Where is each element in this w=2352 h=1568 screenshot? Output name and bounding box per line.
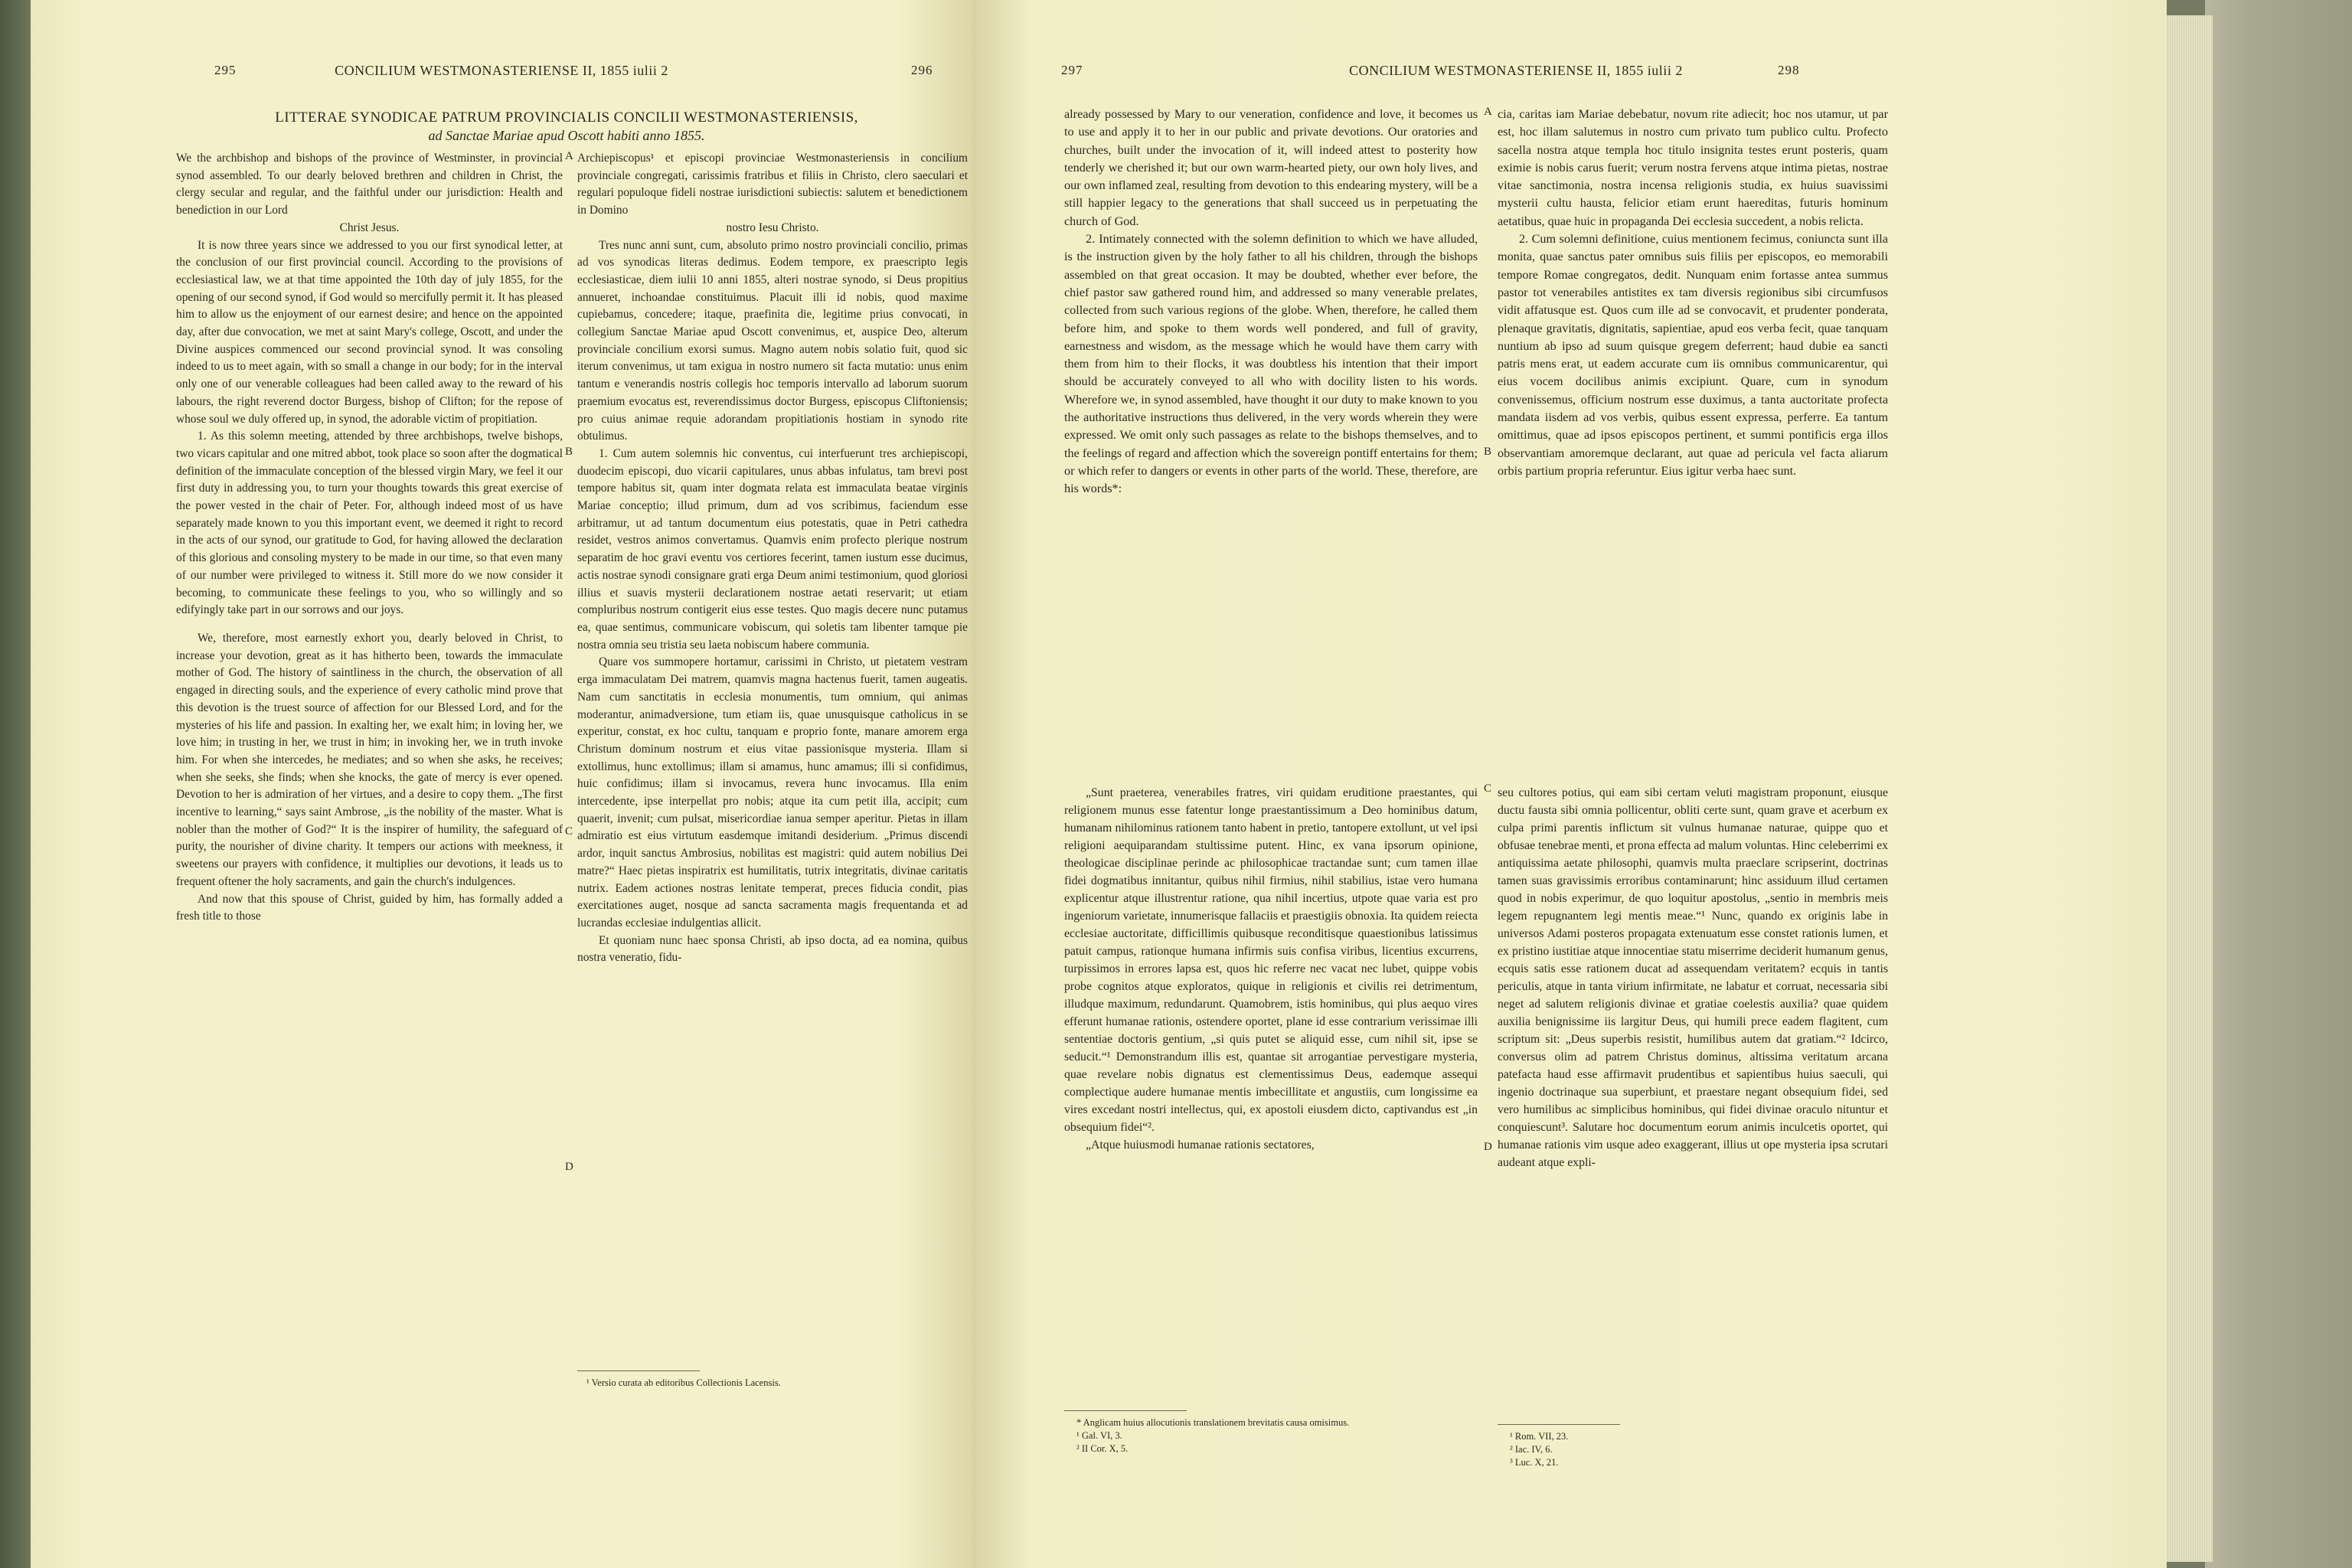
latin-paragraph: cia, caritas iam Mariae debebatur, novum rite adiecit; hoc nos utamur, ut par est, hoc illam salutemus in nostro cum privato tum publico cultu. Profecto sacella nostra atque templa hoc titulo insignita testes erunt posteris, quam eximie is nobis carus fuerit; verum nostra fervens atque intima pietas, nostrae vitae sanctimonia, nostra incensa religionis studia, ex huius suavissimi mysterii cultu hausta, felicior etiam erunt haereditas, futuris hominum aetatibus, quae huic in propaganda Dei ecclesia succedent, a nobis relicta.: [1498, 107, 1888, 228]
margin-marker-d: D: [1484, 1141, 1492, 1153]
english-paragraph: already possessed by Mary to our veneration, confidence and love, it becomes us to use and apply it to her in our public and private devotions. Our oratories and churches, built under the invocation of it, will indeed attest to posterity how tenderly we cherished it; but our own warm-hearted piety, our own holy lives, and our own inflamed zeal, resulting from devotion to this endearing mystery, will be a still happier legacy to the generations that shall succeed us in perpetuating the church of God.: [1064, 107, 1478, 228]
footnote-text: ³ Luc. X, 21.: [1510, 1457, 1559, 1468]
margin-marker-c: C: [1484, 782, 1492, 795]
margin-marker-a: A: [1484, 106, 1492, 118]
footnote-rule-right-1: [1064, 1410, 1187, 1411]
page-number-298: 298: [1778, 63, 1800, 77]
footnote-text: ² Iac. IV, 6.: [1510, 1444, 1553, 1455]
allocution-paragraph: „Atque huiusmodi humanae rationis sectatores,: [1086, 1138, 1315, 1152]
latin-column-top: [1498, 106, 1888, 480]
running-title: CONCILIUM WESTMONASTERIENSE II, 1855 iulii 2: [335, 63, 668, 78]
margin-marker-b: B: [1484, 446, 1492, 458]
latin-paragraph: Tres nunc anni sunt, cum, absoluto primo nostro provinciali concilio, primas ad vos synodicas literas dedimus. Eodem tempore, ex praescripto legis ecclesiasticae, diem iulii 10 anni 1855, alteri nostrae synodo, si Deus propitius annueret, inchoandae constituimus. Placuit illi id nobis, quod maxime cupiebamus, concedere; itaque, praefinita die, legitime prius convocati, in collegium Sanctae Mariae apud Oscott convenimus, et, auspice Deo, alterum provinciale concilium exorsi sumus. Magno autem nobis solatio fuit, quod sic iterum convenimus, ut tam exigua in nostro numero sit facta mutatio: unus enim tantum e venerandis nostris collegis hoc temporis intervallo ad laborum suorum praemium evocatus est, reverendissimus doctor Burgess, episcopus Cliftoniensis; pro cuius animae requie adorandam propitiationis hostiam in synodo rite obtulimus.: [577, 238, 968, 443]
english-paragraph: We, therefore, most earnestly exhort you, dearly beloved in Christ, to increase your devotion, great as it has hitherto been, towards the immaculate mother of God. The history of saintliness in the church, the observation of all engaged in directing souls, and the experience of every catholic mind prove that this devotion is the truest source of affection for our Blessed Lord, and for the mysteries of his life and passion. In exalting her, we exalt him; in loving her, we love him; in trusting in her, we trust in him; in invoking her, we in truth invoke him. For when she intercedes, he mediates; and so when she asks, he receives; when she seeks, she finds; when she knocks, the gate of mercy is ever opened. Devotion to her is admiration of her virtues, and a desire to copy them. „The first incentive to learning,“ says saint Ambrose, „is the nobility of the master. What is nobler than the mother of God?“ It is the inspirer of humility, the safeguard of purity, the nourisher of divine charity. It tempers our actions with meekness, it sweetens our prayers with confidence, it multiplies our devotions, it leads us to frequent oftener the holy sacraments, and gain the church's indulgences.: [176, 631, 563, 888]
allocution-paragraph: seu cultores potius, qui eam sibi certam veluti magistram proponunt, eiusque ductu fausta sibi omnia pollicentur, obliti certe sunt, quam grave et acerbum ex culpa primi parentis inflictum sit vulnus humanae naturae, quippe quo et obfusae tenebrae menti, et prona effecta ad malum voluntas. Hinc celeberrimi ex antiquissima aetate philosophi, quamvis multa praeclare scripserint, doctrinas tamen suas gravissimis erroribus contaminarunt; hinc assiduum illud certamen quod in nobis experimur, de quo loquitur apostolus, „sentio in membris meis legem repugnantem legi mentis meae.“¹ Nunc, quando ex originis labe in universos Adami posteros propagata extenuatum esse constet rationis lumen, et ex pristino iustitiae atque innocentiae statu miserrime deciderit humanum genus, ecquis satis esse rationem ducat ad assequendam veritatem? ecquis in tantis periculis, atque in tanta virium infirmitate, ne labatur et corruat, necessaria sibi neget ad salutem religionis divinae et gratiae coelestis auxilia? quae quidem auxilia benignissime iis largitur Deus, qui humili prece eadem flagitent, cum scriptum sit: „Deus superbis resistit, humilibus autem dat gratiam.“² Idcirco, conversus olim ad patrem Christus dominus, altissima veritatum arcana patefacta haud esse affirmavit prudentibus et sapientibus huius saeculi, qui ingenio doctrinaque sua superbiunt, et praestare negant obsequium fidei, sed vero humilibus ac simplicibus hominibus, qui fidei divinae oraculo nituntur et conquiescunt³. Salutare hoc documentum eorum animis inculcetis oportet, qui humanae rationis vim usque adeo exaggerant, illius ut ope mysteria ipsa scrutari audeant atque expli-: [1498, 786, 1888, 1169]
allocution-column-right: [1498, 784, 1888, 1171]
right-page: [972, 0, 2167, 1568]
margin-marker-d: D: [565, 1161, 573, 1173]
english-paragraph: 2. Intimately connected with the solemn definition to which we have alluded, is the instruction given by the holy father to all his children, through the bishops assembled on that great occasion. It may be doubted, whether ever before, the chief pastor saw gathered round him, and addressed so many venerable prelates, collected from such various regions of the globe. When, therefore, he called them before him, and spoke to them words well pondered, and full of gravity, earnestness and wisdom, as the message which he would have them carry with them from him to their flocks, it was doubtless his intention that their import should be accurately conveyed to all who with docility listen to his words. Wherefore we, in synod assembled, have thought it our duty to make known to you the authoritative instructions thus delivered, in the very words wherein they were expressed. We omit only such passages as relate to the bishops themselves, and to the feelings of regard and affection which the sovereign pontiff entertains for them; or which refer to dangers or events in other parts of the world. These, therefore, are his words*:: [1064, 232, 1478, 496]
footnote-text: ¹ Versio curata ab editoribus Collectionis Lacensis.: [586, 1377, 781, 1388]
footnote-text: * Anglicam huius allocutionis translationem brevitatis causa omisimus.: [1076, 1417, 1350, 1428]
latin-salutation: Archiepiscopus¹ et episcopi provinciae Westmonasteriensis in concilium provinciale congregati, carissimis fratribus et filiis in Christo, clero saeculari et regulari populoque fideli nostrae iurisdictioni subiectis: salutem et benedictionem in Domino: [577, 152, 968, 217]
latin-paragraph: Quare vos summopere hortamur, carissimi in Christo, ut pietatem vestram erga immaculatam Dei matrem, quamvis magna hactenus fuerit, tamen augeatis. Nam cum sanctitatis in ecclesia monumentis, tum omnium, qui animas moderantur, animadversione, tum etiam iis, quae unusquisque catholicus in se experitur, constat, ex hoc cultu, tanquam e proprio fonte, manare amorem erga Christum dominum nostrum et eius vitae passionisque mysteria. Illam si extollimus, hunc extollimus; illam si amamus, hunc amamus; illi si confidimus, huic confidimus; illam si invocamus, revera hunc invocamus. Illa enim intercedente, ipse interpellat pro nobis; atque ita cum petit illa, accipit; cum quaerit, invenit; cum pulsat, misericordiae ianua semper aperitur. Pietas in illam admiratio est eius virtutum easdemque imitandi desiderium. „Primus discendi ardor, inquit sanctus Ambrosius, nobilitas est magistri: quid autem nobilius Dei matre?“ Haec pietas inspiratrix est humilitatis, tutrix integritatis, divinae caritatis nutrix. Eadem actiones nostras lenitate temperat, preces fiducia condit, pias exercitationes auget, nosque ad sancta sacramenta magis frequentanda et ad lucrandas ecclesiae indulgentias allicit.: [577, 655, 968, 929]
latin-salutation-end: nostro Iesu Christo.: [726, 220, 819, 234]
latin-paragraph: Et quoniam nunc haec sponsa Christi, ab ipso docta, ad ea nomina, quibus nostra veneratio, fidu-: [577, 933, 968, 965]
page-number-295: 295: [214, 63, 237, 77]
margin-marker-c: C: [565, 825, 573, 838]
footnotes-right-left: [1076, 1416, 1475, 1455]
latin-paragraph: 1. Cum autem solemnis hic conventus, cui interfuerunt tres archiepiscopi, duodecim episcopi, duo vicarii capitulares, unus abbas infulatus, tam brevi post tempore habitus sit, quam inter dogmata relata est immaculata beatae virginis Mariae conceptio; illud primum, dum ad vos scribimus, faciendum esse arbitramur, ut ad tantum documentum eius potestatis, quae in Petri cathedra residet, vestros animos convertamus. Quamvis enim profecto plerique nostrum separatim de hoc gravi eventu vos certiores fecerint, tamen iustum esse ducimus, actis nostrae synodi consignare grati erga Deum animi testimonium, quod gloriosi illius et suavis mysterii declarationem nostrae aetati reservarit; ut etiam compluribus nostrum contigerit eius esse testes. Quo magis decere nunc putamus ea, quae sentimus, communicare vobiscum, qui soletis tam libenter tamque pie nostra omnia seu tristia seu laeta nobiscum habere communia.: [577, 446, 968, 652]
footnote-left-page: [586, 1377, 954, 1390]
english-column-top: [1064, 106, 1478, 498]
running-title: CONCILIUM WESTMONASTERIENSE II, 1855 iulii 2: [1349, 63, 1683, 78]
english-column: [176, 150, 563, 926]
allocution-paragraph: „Sunt praeterea, venerabiles fratres, viri quidam eruditione praestantes, qui religionem munus esse fatentur longe praestantissimum a Deo hominibus datum, humanam nihilominus rationem tanto habent in pretio, tantopere extollunt, ut vel ipsi religioni aequiparandam stultissime putent. Hinc, ex vana ipsorum opinione, theologicae disciplinae perinde ac philosophicae tractandae sunt; cum tamen illae fidei dogmatibus innitantur, quibus nihil firmius, nihil stabilius, istae vero humana explicentur atque illustrentur ratione, qua nihil incertius, utpote quae varia est pro ingeniorum varietate, innumerisque fallaciis et praestigiis obnoxia. Ita quidem reiecta ecclesiae auctoritate, difficillimis quibusque reconditisque quaestionibus latissimus patuit campus, rationque humana infirmis suis confisa viribus, licentius excurrens, turpissimos in errores lapsa est, quos hic referre nec vacat nec lubet, quippe vobis probe cognitos atque exploratos, quique in religionis et civilis rei detrimentum, illudque maximum, redundarunt. Quamobrem, istis hominibus, qui plus aequo vires efferunt humanae rationis, ostendere oportet, plane id esse contrarium verissimae illi sententiae doctoris gentium, „si quis putet se aliquid esse, cum nihil sit, ipse se seducit.“¹ Demonstrandum illis est, quantae sit arrogantiae pervestigare mysteria, quae revelare nobis dignatus est clementissimus Deus, eademque assequi complectique audere humanae mentis imbecillitate et angustiis, cum longissime ea vires excedant nostri intellectus, qui, ex apostoli eiusdem dicto, captivandus est „in obsequium fidei“².: [1064, 786, 1478, 1134]
page-number-297: 297: [1061, 63, 1083, 77]
footnote-rule-right-2: [1498, 1424, 1620, 1425]
footnotes-right-right: [1510, 1430, 1877, 1469]
latin-column: [577, 150, 968, 967]
footnote-rule-left: [577, 1370, 700, 1371]
margin-marker-a: A: [565, 150, 573, 162]
footnote-text: ¹ Gal. VI, 3.: [1076, 1430, 1122, 1441]
english-paragraph: It is now three years since we addressed to you our first synodical letter, at the conclusion of our first provincial council. According to the provisions of ecclesiastical law, we at that time appointed the 10th day of july 1855, for the opening of our second synod, if God would so mercifully permit it. It has pleased him to allow us the enjoyment of our earnest desire; and hence on the appointed day, after due convocation, we met at saint Mary's college, Oscott, and under the Divine auspices commenced our second provincial synod. It was consoling indeed to us to meet again, with so small a change in our body; for in the interval only one of our venerable colleagues had been called away to the reward of his labours, the right reverend doctor Burgess, bishop of Clifton; for the repose of whose soul we duly offered up, in synod, the adorable victim of propitiation.: [176, 238, 563, 426]
allocution-column-left: [1064, 784, 1478, 1154]
document-subheading: ad Sanctae Mariae apud Oscott habiti anno 1855.: [428, 128, 705, 143]
desk-right-edge: [2205, 0, 2352, 1568]
footnote-text: ¹ Rom. VII, 23.: [1510, 1431, 1569, 1442]
english-salutation: We the archbishop and bishops of the province of Westminster, in provincial synod assembled. To our dearly beloved brethren and children in Christ, the clergy secular and regular, and the faithful under our jurisdiction: Health and benediction in our Lord: [176, 152, 563, 217]
latin-paragraph: 2. Cum solemni definitione, cuius mentionem fecimus, coniuncta sunt illa monita, quae sanctus pater omnibus suis filiis per episcopos, eo memorabili tempore Romae congregatos, dedit. Nunquam enim fortasse antea summus pastor tot venerabiles antistites ex tam diversis regionibus sibi circumfusos vidit affatusque est. Quos cum ille ad se convocavit, et prudenter ponderata, plenaque gravitatis, dignitatis, sapientiae, apud eos verba fecit, quae tanquam nuntium ab ipso ad suum quisque gregem deferrent; haud dubie ea sancti patris mens erat, ut eadem accurate cum iis omnibus communicarentur, qui eius vocem docilibus animis excipiunt. Quare, cum in synodum convenissemus, officium nostrum esse duximus, a tanta auctoritate profecta mandata iisdem ad vos verbis, quibus essent expressa, perferre. Ea tantum omittimus, quae ad ipsos episcopos pertinent, et summi pontificis erga illos observantiam amoremque declarant, aut quae ad pericula vel facta aliarum orbis partium propria referuntur. Eius igitur verba haec sunt.: [1498, 232, 1888, 478]
document-heading: LITTERAE SYNODICAE PATRUM PROVINCIALIS CONCILII WESTMONASTERIENSIS,: [275, 109, 858, 126]
english-salutation-end: Christ Jesus.: [339, 220, 400, 234]
english-paragraph: 1. As this solemn meeting, attended by three archbishops, twelve bishops, two vicars capitular and one mitred abbot, took place so soon after the dogmatical definition of the immaculate conception of the blessed virgin Mary, we feel it our first duty in addressing you, to turn your thoughts towards this great exercise of the power vested in the chair of Peter. For, although indeed most of us have separately made known to you this important event, we deemed it right to record in the acts of our synod, our gratitude to God, for having allowed the declaration of this glorious and consoling mystery to be made in our time, so that even many of our number were privileged to witness it. Still more do we now consider it becoming, to communicate these feelings to you, who so willingly and so edifyingly take part in our sorrows and our joys.: [176, 430, 563, 617]
footnote-text: ² II Cor. X, 5.: [1076, 1443, 1129, 1454]
left-page: [31, 0, 972, 1568]
margin-marker-b: B: [565, 446, 573, 458]
book-page-edges: [2159, 15, 2213, 1562]
english-paragraph: And now that this spouse of Christ, guided by him, has formally added a fresh title to those: [176, 892, 563, 923]
page-number-296: 296: [911, 63, 933, 77]
